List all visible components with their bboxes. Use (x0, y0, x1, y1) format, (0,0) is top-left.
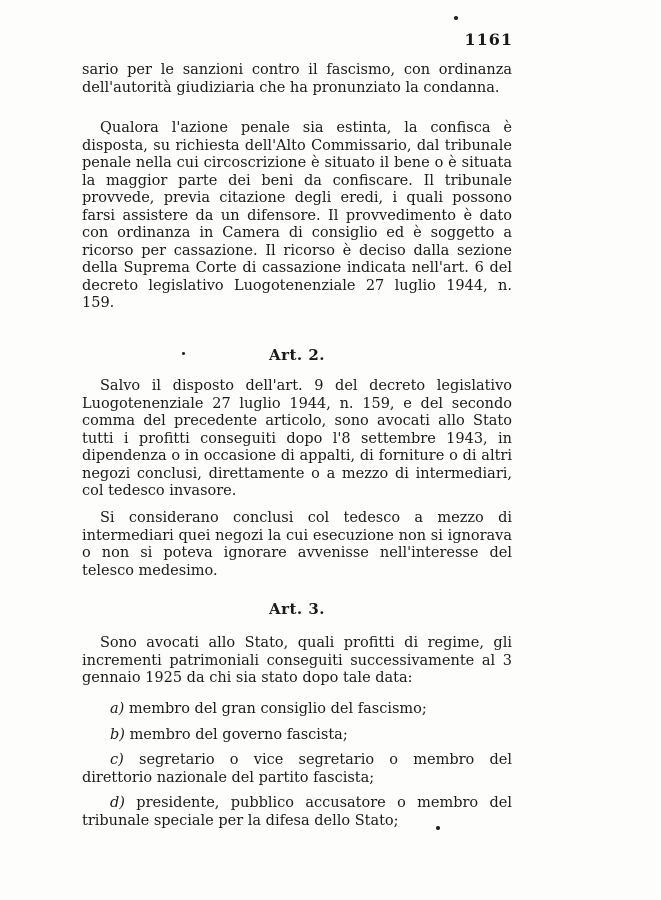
article-3-heading: Art. 3. (268, 600, 326, 618)
list-text: membro del governo fascista; (129, 727, 348, 743)
article-2-heading: Art. 2. (268, 346, 326, 364)
list-text: membro del gran consiglio del fascismo; (128, 701, 427, 717)
list-item-b (82, 727, 512, 745)
article-2-paragraph-1: Salvo il disposto dell'art. 9 del decreto legislativo Luogotenenziale 27 luglio 1944, n. 159, e del secondo comma del precedente articolo, sono avocati allo Stato tutti i profitti conseguiti dopo l'8 settembre 1943, in dipendenza o in occasione di appalti, di forniture o di altri negozi conclusi, direttamente o a mezzo di intermediari, col tedesco invasore. (82, 378, 512, 499)
paragraph-qualora: Qualora l'azione penale sia estinta, la confisca è disposta, su richiesta dell'Alto Commissario, dal tribunale penale nella cui circoscrizione è situato il bene o è situata la maggior parte dei beni da confiscare. Il tribunale provvede, previa citazione degli eredi, i quali possono farsi assistere da un difensore. Il provvedimento è dato con ordinanza in Camera di consiglio ed è soggetto a ricorso per cassazione. Il ricorso è deciso dalla sezione della Suprema Corte di cassazione indicata nell'art. 6 del decreto legislativo Luogotenenziale 27 luglio 1944, n. 159. (82, 120, 512, 311)
ink-speck (436, 826, 440, 830)
list-letter: b) (110, 727, 125, 743)
article-3-intro: Sono avocati allo Stato, quali profitti di regime, gli incrementi patrimoniali conseguiti successivamente al 3 gennaio 1925 da chi sia stato dopo tale data: (82, 635, 512, 686)
list-text: segretario o vice segretario o membro del direttorio nazionale del partito fascista; (82, 752, 512, 786)
list-item-d (82, 795, 512, 830)
list-item-c (82, 752, 512, 787)
page-number: 1161 (464, 30, 513, 49)
article-2-paragraph-2: Si considerano conclusi col tedesco a mezzo di intermediari quei negozi la cui esecuzione non si ignorava o non si poteva ignorare avvenisse nell'interesse del telesco medesimo. (82, 510, 512, 579)
list-item-a (82, 701, 512, 719)
list-letter: a) (110, 701, 125, 717)
list-letter: c) (110, 752, 124, 768)
list-text: presidente, pubblico accusatore o membro del tribunale speciale per la difesa dello Stato; (82, 795, 512, 829)
paragraph-continued: sario per le sanzioni contro il fascismo, con ordinanza dell'autorità giudiziaria che ha pronunziato la condanna. (82, 62, 512, 96)
list-letter: d) (110, 795, 125, 811)
ink-speck (182, 352, 185, 355)
ink-speck (454, 16, 458, 20)
